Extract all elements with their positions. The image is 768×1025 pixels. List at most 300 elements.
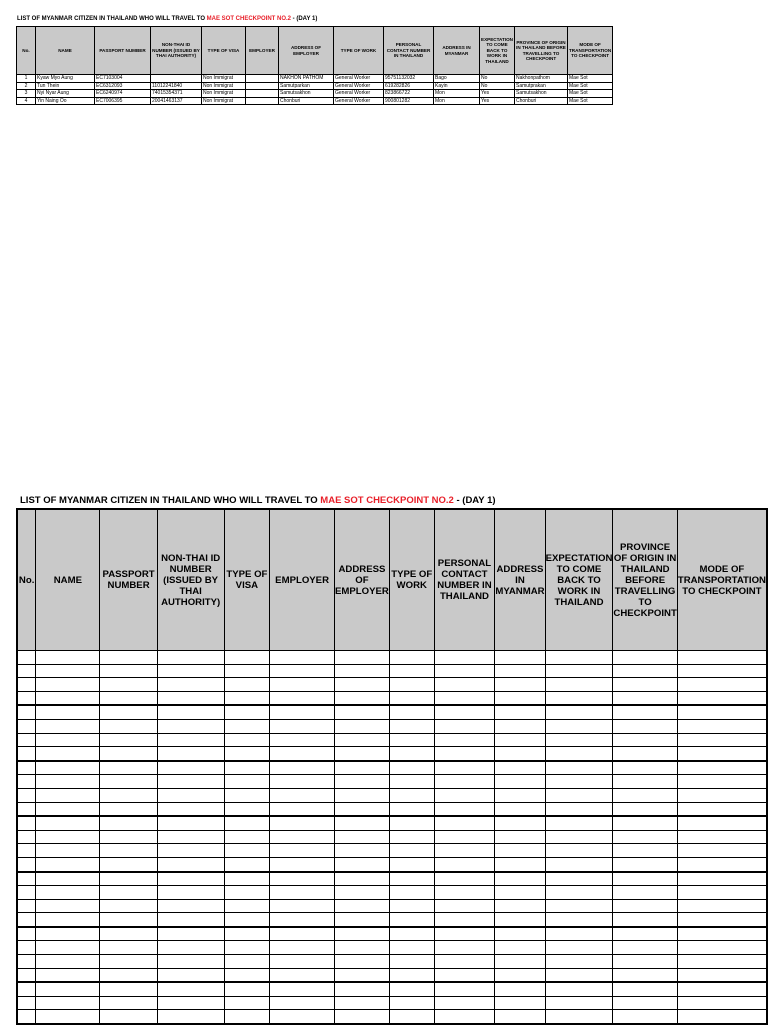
blank-cell[interactable] bbox=[36, 747, 100, 761]
blank-cell[interactable] bbox=[270, 775, 335, 789]
blank-cell[interactable] bbox=[157, 678, 224, 692]
blank-cell[interactable] bbox=[677, 802, 767, 816]
blank-cell[interactable] bbox=[389, 775, 434, 789]
blank-cell[interactable] bbox=[545, 955, 613, 969]
blank-cell[interactable] bbox=[36, 788, 100, 802]
blank-cell[interactable] bbox=[613, 816, 677, 830]
blank-cell[interactable] bbox=[334, 761, 389, 775]
blank-cell[interactable] bbox=[100, 691, 157, 705]
blank-cell[interactable] bbox=[613, 955, 677, 969]
blank-cell[interactable] bbox=[434, 664, 495, 678]
blank-cell[interactable] bbox=[100, 761, 157, 775]
blank-cell[interactable] bbox=[677, 899, 767, 913]
table-cell[interactable]: Chonburi bbox=[279, 97, 334, 105]
blank-cell[interactable] bbox=[17, 705, 36, 719]
table-cell[interactable]: General Worker bbox=[334, 75, 384, 83]
blank-cell[interactable] bbox=[495, 761, 545, 775]
blank-cell[interactable] bbox=[434, 941, 495, 955]
blank-cell[interactable] bbox=[157, 788, 224, 802]
blank-cell[interactable] bbox=[613, 857, 677, 871]
blank-cell[interactable] bbox=[545, 733, 613, 747]
blank-cell[interactable] bbox=[157, 955, 224, 969]
blank-cell[interactable] bbox=[613, 844, 677, 858]
blank-cell[interactable] bbox=[495, 844, 545, 858]
blank-cell[interactable] bbox=[334, 941, 389, 955]
blank-cell[interactable] bbox=[389, 651, 434, 665]
blank-cell[interactable] bbox=[677, 886, 767, 900]
table-cell[interactable]: Non Immigrat bbox=[202, 82, 246, 90]
blank-cell[interactable] bbox=[270, 788, 335, 802]
blank-cell[interactable] bbox=[495, 816, 545, 830]
blank-cell[interactable] bbox=[270, 899, 335, 913]
blank-cell[interactable] bbox=[270, 955, 335, 969]
blank-cell[interactable] bbox=[270, 678, 335, 692]
blank-cell[interactable] bbox=[389, 733, 434, 747]
blank-cell[interactable] bbox=[36, 761, 100, 775]
blank-cell[interactable] bbox=[224, 691, 270, 705]
table-cell[interactable]: Non Immigrat bbox=[202, 97, 246, 105]
blank-cell[interactable] bbox=[100, 941, 157, 955]
blank-cell[interactable] bbox=[495, 927, 545, 941]
blank-cell[interactable] bbox=[389, 788, 434, 802]
table-cell[interactable]: No bbox=[480, 75, 515, 83]
blank-cell[interactable] bbox=[100, 857, 157, 871]
table-cell[interactable]: 74015354371 bbox=[151, 90, 202, 98]
blank-cell[interactable] bbox=[270, 705, 335, 719]
blank-cell[interactable] bbox=[613, 719, 677, 733]
blank-cell[interactable] bbox=[545, 857, 613, 871]
blank-cell[interactable] bbox=[434, 1010, 495, 1024]
blank-cell[interactable] bbox=[495, 830, 545, 844]
blank-cell[interactable] bbox=[334, 996, 389, 1010]
blank-cell[interactable] bbox=[36, 691, 100, 705]
blank-cell[interactable] bbox=[545, 691, 613, 705]
blank-cell[interactable] bbox=[36, 982, 100, 996]
blank-cell[interactable] bbox=[677, 775, 767, 789]
blank-cell[interactable] bbox=[334, 872, 389, 886]
blank-cell[interactable] bbox=[17, 941, 36, 955]
blank-cell[interactable] bbox=[100, 802, 157, 816]
blank-cell[interactable] bbox=[100, 1010, 157, 1024]
blank-cell[interactable] bbox=[100, 886, 157, 900]
blank-cell[interactable] bbox=[334, 955, 389, 969]
blank-cell[interactable] bbox=[434, 927, 495, 941]
blank-cell[interactable] bbox=[36, 830, 100, 844]
blank-cell[interactable] bbox=[545, 719, 613, 733]
blank-cell[interactable] bbox=[677, 941, 767, 955]
blank-cell[interactable] bbox=[434, 705, 495, 719]
blank-cell[interactable] bbox=[495, 886, 545, 900]
blank-cell[interactable] bbox=[495, 1010, 545, 1024]
blank-cell[interactable] bbox=[17, 816, 36, 830]
blank-cell[interactable] bbox=[434, 678, 495, 692]
blank-cell[interactable] bbox=[36, 678, 100, 692]
blank-cell[interactable] bbox=[334, 747, 389, 761]
blank-cell[interactable] bbox=[334, 886, 389, 900]
blank-cell[interactable] bbox=[389, 927, 434, 941]
blank-cell[interactable] bbox=[545, 913, 613, 927]
blank-cell[interactable] bbox=[17, 775, 36, 789]
blank-cell[interactable] bbox=[334, 775, 389, 789]
blank-cell[interactable] bbox=[36, 733, 100, 747]
blank-cell[interactable] bbox=[389, 872, 434, 886]
table-cell[interactable]: 95751132032 bbox=[384, 75, 434, 83]
blank-cell[interactable] bbox=[677, 761, 767, 775]
blank-cell[interactable] bbox=[224, 705, 270, 719]
blank-cell[interactable] bbox=[157, 747, 224, 761]
blank-cell[interactable] bbox=[36, 844, 100, 858]
blank-cell[interactable] bbox=[100, 816, 157, 830]
blank-cell[interactable] bbox=[157, 872, 224, 886]
table-cell[interactable]: 900801282 bbox=[384, 97, 434, 105]
blank-cell[interactable] bbox=[613, 664, 677, 678]
blank-cell[interactable] bbox=[545, 1010, 613, 1024]
blank-cell[interactable] bbox=[17, 678, 36, 692]
table-cell[interactable]: 823866722 bbox=[384, 90, 434, 98]
blank-cell[interactable] bbox=[17, 747, 36, 761]
table-cell[interactable]: NAKHON PATHOM bbox=[279, 75, 334, 83]
blank-cell[interactable] bbox=[613, 788, 677, 802]
blank-cell[interactable] bbox=[270, 802, 335, 816]
blank-cell[interactable] bbox=[17, 1010, 36, 1024]
blank-cell[interactable] bbox=[224, 775, 270, 789]
table-cell[interactable]: General Worker bbox=[334, 82, 384, 90]
blank-cell[interactable] bbox=[613, 830, 677, 844]
blank-cell[interactable] bbox=[495, 941, 545, 955]
blank-cell[interactable] bbox=[677, 705, 767, 719]
table-cell[interactable]: Samutsakhon bbox=[515, 90, 568, 98]
blank-cell[interactable] bbox=[224, 857, 270, 871]
blank-cell[interactable] bbox=[334, 844, 389, 858]
blank-cell[interactable] bbox=[36, 816, 100, 830]
blank-cell[interactable] bbox=[389, 830, 434, 844]
blank-cell[interactable] bbox=[613, 996, 677, 1010]
blank-cell[interactable] bbox=[17, 982, 36, 996]
blank-cell[interactable] bbox=[334, 733, 389, 747]
blank-cell[interactable] bbox=[334, 968, 389, 982]
blank-cell[interactable] bbox=[495, 955, 545, 969]
blank-cell[interactable] bbox=[100, 982, 157, 996]
blank-cell[interactable] bbox=[270, 733, 335, 747]
blank-cell[interactable] bbox=[495, 747, 545, 761]
blank-cell[interactable] bbox=[613, 913, 677, 927]
blank-cell[interactable] bbox=[677, 844, 767, 858]
blank-cell[interactable] bbox=[434, 913, 495, 927]
blank-cell[interactable] bbox=[389, 802, 434, 816]
blank-cell[interactable] bbox=[270, 968, 335, 982]
blank-cell[interactable] bbox=[434, 719, 495, 733]
blank-cell[interactable] bbox=[389, 941, 434, 955]
blank-cell[interactable] bbox=[334, 830, 389, 844]
blank-cell[interactable] bbox=[36, 927, 100, 941]
blank-cell[interactable] bbox=[224, 886, 270, 900]
blank-cell[interactable] bbox=[270, 1010, 335, 1024]
blank-cell[interactable] bbox=[545, 678, 613, 692]
blank-cell[interactable] bbox=[389, 996, 434, 1010]
blank-cell[interactable] bbox=[224, 968, 270, 982]
blank-cell[interactable] bbox=[389, 857, 434, 871]
blank-cell[interactable] bbox=[495, 651, 545, 665]
blank-cell[interactable] bbox=[677, 830, 767, 844]
blank-cell[interactable] bbox=[17, 651, 36, 665]
blank-cell[interactable] bbox=[270, 664, 335, 678]
table-cell[interactable]: Mon bbox=[434, 97, 480, 105]
blank-cell[interactable] bbox=[389, 747, 434, 761]
blank-cell[interactable] bbox=[434, 788, 495, 802]
table-cell[interactable]: Kyaw Myo Aung bbox=[36, 75, 95, 83]
blank-cell[interactable] bbox=[434, 886, 495, 900]
blank-cell[interactable] bbox=[100, 705, 157, 719]
blank-cell[interactable] bbox=[17, 899, 36, 913]
blank-cell[interactable] bbox=[434, 996, 495, 1010]
table-cell[interactable]: General Worker bbox=[334, 90, 384, 98]
blank-cell[interactable] bbox=[224, 996, 270, 1010]
blank-cell[interactable] bbox=[224, 664, 270, 678]
blank-cell[interactable] bbox=[495, 664, 545, 678]
blank-cell[interactable] bbox=[389, 955, 434, 969]
blank-cell[interactable] bbox=[677, 747, 767, 761]
blank-cell[interactable] bbox=[677, 651, 767, 665]
table-cell[interactable] bbox=[246, 97, 279, 105]
table-cell[interactable]: No bbox=[480, 82, 515, 90]
blank-cell[interactable] bbox=[434, 747, 495, 761]
blank-cell[interactable] bbox=[334, 857, 389, 871]
blank-cell[interactable] bbox=[157, 719, 224, 733]
blank-cell[interactable] bbox=[495, 996, 545, 1010]
blank-cell[interactable] bbox=[545, 927, 613, 941]
blank-cell[interactable] bbox=[545, 872, 613, 886]
table-cell[interactable]: Non Immigrat bbox=[202, 90, 246, 98]
blank-cell[interactable] bbox=[613, 982, 677, 996]
blank-cell[interactable] bbox=[389, 664, 434, 678]
blank-cell[interactable] bbox=[17, 733, 36, 747]
table-cell[interactable]: 3 bbox=[17, 90, 36, 98]
blank-cell[interactable] bbox=[434, 955, 495, 969]
blank-cell[interactable] bbox=[270, 886, 335, 900]
blank-cell[interactable] bbox=[157, 830, 224, 844]
table-cell[interactable]: EC7103004 bbox=[95, 75, 151, 83]
blank-cell[interactable] bbox=[545, 664, 613, 678]
blank-cell[interactable] bbox=[434, 691, 495, 705]
blank-cell[interactable] bbox=[157, 996, 224, 1010]
blank-cell[interactable] bbox=[545, 886, 613, 900]
blank-cell[interactable] bbox=[17, 996, 36, 1010]
blank-cell[interactable] bbox=[389, 816, 434, 830]
blank-cell[interactable] bbox=[334, 651, 389, 665]
blank-cell[interactable] bbox=[17, 802, 36, 816]
table-cell[interactable]: 20041463137 bbox=[151, 97, 202, 105]
blank-cell[interactable] bbox=[545, 844, 613, 858]
blank-cell[interactable] bbox=[495, 788, 545, 802]
blank-cell[interactable] bbox=[389, 899, 434, 913]
blank-cell[interactable] bbox=[270, 982, 335, 996]
blank-cell[interactable] bbox=[17, 788, 36, 802]
blank-cell[interactable] bbox=[224, 982, 270, 996]
blank-cell[interactable] bbox=[100, 788, 157, 802]
table-cell[interactable]: Yes bbox=[480, 90, 515, 98]
blank-cell[interactable] bbox=[157, 733, 224, 747]
blank-cell[interactable] bbox=[334, 1010, 389, 1024]
blank-cell[interactable] bbox=[17, 872, 36, 886]
blank-cell[interactable] bbox=[36, 955, 100, 969]
blank-cell[interactable] bbox=[495, 678, 545, 692]
blank-cell[interactable] bbox=[334, 705, 389, 719]
blank-cell[interactable] bbox=[100, 844, 157, 858]
blank-cell[interactable] bbox=[224, 830, 270, 844]
blank-cell[interactable] bbox=[17, 927, 36, 941]
blank-cell[interactable] bbox=[157, 982, 224, 996]
blank-cell[interactable] bbox=[677, 872, 767, 886]
blank-cell[interactable] bbox=[36, 941, 100, 955]
blank-cell[interactable] bbox=[389, 691, 434, 705]
blank-cell[interactable] bbox=[495, 968, 545, 982]
blank-cell[interactable] bbox=[545, 816, 613, 830]
blank-cell[interactable] bbox=[17, 968, 36, 982]
blank-cell[interactable] bbox=[17, 886, 36, 900]
blank-cell[interactable] bbox=[613, 886, 677, 900]
blank-cell[interactable] bbox=[434, 899, 495, 913]
blank-cell[interactable] bbox=[270, 719, 335, 733]
table-cell[interactable]: 1 bbox=[17, 75, 36, 83]
blank-cell[interactable] bbox=[334, 719, 389, 733]
blank-cell[interactable] bbox=[17, 761, 36, 775]
blank-cell[interactable] bbox=[495, 719, 545, 733]
blank-cell[interactable] bbox=[613, 941, 677, 955]
blank-cell[interactable] bbox=[334, 802, 389, 816]
blank-cell[interactable] bbox=[434, 982, 495, 996]
blank-cell[interactable] bbox=[389, 982, 434, 996]
blank-cell[interactable] bbox=[224, 719, 270, 733]
blank-cell[interactable] bbox=[157, 941, 224, 955]
table-cell[interactable]: General Worker bbox=[334, 97, 384, 105]
blank-cell[interactable] bbox=[224, 788, 270, 802]
blank-cell[interactable] bbox=[270, 691, 335, 705]
blank-cell[interactable] bbox=[677, 664, 767, 678]
blank-cell[interactable] bbox=[100, 678, 157, 692]
blank-cell[interactable] bbox=[545, 830, 613, 844]
blank-cell[interactable] bbox=[270, 761, 335, 775]
blank-cell[interactable] bbox=[157, 651, 224, 665]
table-cell[interactable]: Kayin bbox=[434, 82, 480, 90]
table-cell[interactable]: Samutparkan bbox=[279, 82, 334, 90]
blank-cell[interactable] bbox=[224, 761, 270, 775]
blank-cell[interactable] bbox=[613, 747, 677, 761]
blank-cell[interactable] bbox=[157, 927, 224, 941]
blank-cell[interactable] bbox=[36, 968, 100, 982]
blank-cell[interactable] bbox=[677, 788, 767, 802]
blank-cell[interactable] bbox=[334, 816, 389, 830]
blank-cell[interactable] bbox=[495, 775, 545, 789]
blank-cell[interactable] bbox=[545, 899, 613, 913]
blank-cell[interactable] bbox=[613, 733, 677, 747]
blank-cell[interactable] bbox=[334, 899, 389, 913]
blank-cell[interactable] bbox=[157, 844, 224, 858]
blank-cell[interactable] bbox=[334, 982, 389, 996]
blank-cell[interactable] bbox=[545, 651, 613, 665]
blank-cell[interactable] bbox=[495, 802, 545, 816]
blank-cell[interactable] bbox=[613, 705, 677, 719]
blank-cell[interactable] bbox=[677, 913, 767, 927]
blank-cell[interactable] bbox=[100, 927, 157, 941]
blank-cell[interactable] bbox=[389, 1010, 434, 1024]
blank-cell[interactable] bbox=[545, 705, 613, 719]
blank-cell[interactable] bbox=[36, 996, 100, 1010]
blank-cell[interactable] bbox=[224, 802, 270, 816]
blank-cell[interactable] bbox=[157, 691, 224, 705]
blank-cell[interactable] bbox=[224, 678, 270, 692]
table-cell[interactable]: Mae Sot bbox=[568, 90, 613, 98]
blank-cell[interactable] bbox=[677, 816, 767, 830]
table-cell[interactable]: 4 bbox=[17, 97, 36, 105]
blank-cell[interactable] bbox=[334, 678, 389, 692]
blank-cell[interactable] bbox=[157, 899, 224, 913]
blank-cell[interactable] bbox=[100, 899, 157, 913]
blank-cell[interactable] bbox=[495, 899, 545, 913]
table-cell[interactable]: Bago bbox=[434, 75, 480, 83]
table-cell[interactable]: EC7006395 bbox=[95, 97, 151, 105]
blank-cell[interactable] bbox=[270, 816, 335, 830]
blank-cell[interactable] bbox=[334, 788, 389, 802]
blank-cell[interactable] bbox=[224, 1010, 270, 1024]
blank-cell[interactable] bbox=[36, 857, 100, 871]
blank-cell[interactable] bbox=[545, 941, 613, 955]
blank-cell[interactable] bbox=[545, 761, 613, 775]
table-cell[interactable]: Nyi Nyar Aung bbox=[36, 90, 95, 98]
blank-cell[interactable] bbox=[545, 968, 613, 982]
table-cell[interactable] bbox=[246, 75, 279, 83]
blank-cell[interactable] bbox=[677, 719, 767, 733]
blank-cell[interactable] bbox=[495, 857, 545, 871]
blank-cell[interactable] bbox=[545, 788, 613, 802]
blank-cell[interactable] bbox=[613, 775, 677, 789]
table-cell[interactable]: Tun Thein bbox=[36, 82, 95, 90]
table-cell[interactable]: Samutsakhon bbox=[279, 90, 334, 98]
table-cell[interactable]: Yin Naing Oo bbox=[36, 97, 95, 105]
blank-cell[interactable] bbox=[100, 872, 157, 886]
blank-cell[interactable] bbox=[545, 982, 613, 996]
blank-cell[interactable] bbox=[270, 941, 335, 955]
blank-cell[interactable] bbox=[389, 968, 434, 982]
table-cell[interactable]: Mae Sot bbox=[568, 82, 613, 90]
blank-cell[interactable] bbox=[677, 1010, 767, 1024]
blank-cell[interactable] bbox=[17, 664, 36, 678]
blank-cell[interactable] bbox=[100, 747, 157, 761]
blank-cell[interactable] bbox=[545, 802, 613, 816]
blank-cell[interactable] bbox=[613, 651, 677, 665]
table-cell[interactable]: 2 bbox=[17, 82, 36, 90]
blank-cell[interactable] bbox=[157, 968, 224, 982]
blank-cell[interactable] bbox=[36, 705, 100, 719]
blank-cell[interactable] bbox=[389, 844, 434, 858]
blank-cell[interactable] bbox=[613, 927, 677, 941]
blank-cell[interactable] bbox=[157, 705, 224, 719]
blank-cell[interactable] bbox=[434, 830, 495, 844]
blank-cell[interactable] bbox=[389, 886, 434, 900]
blank-cell[interactable] bbox=[270, 857, 335, 871]
blank-cell[interactable] bbox=[334, 664, 389, 678]
blank-cell[interactable] bbox=[545, 747, 613, 761]
blank-cell[interactable] bbox=[270, 651, 335, 665]
blank-cell[interactable] bbox=[270, 747, 335, 761]
blank-cell[interactable] bbox=[545, 775, 613, 789]
blank-cell[interactable] bbox=[270, 913, 335, 927]
blank-cell[interactable] bbox=[224, 844, 270, 858]
blank-cell[interactable] bbox=[100, 913, 157, 927]
blank-cell[interactable] bbox=[100, 968, 157, 982]
blank-cell[interactable] bbox=[434, 816, 495, 830]
blank-cell[interactable] bbox=[434, 761, 495, 775]
blank-cell[interactable] bbox=[224, 899, 270, 913]
